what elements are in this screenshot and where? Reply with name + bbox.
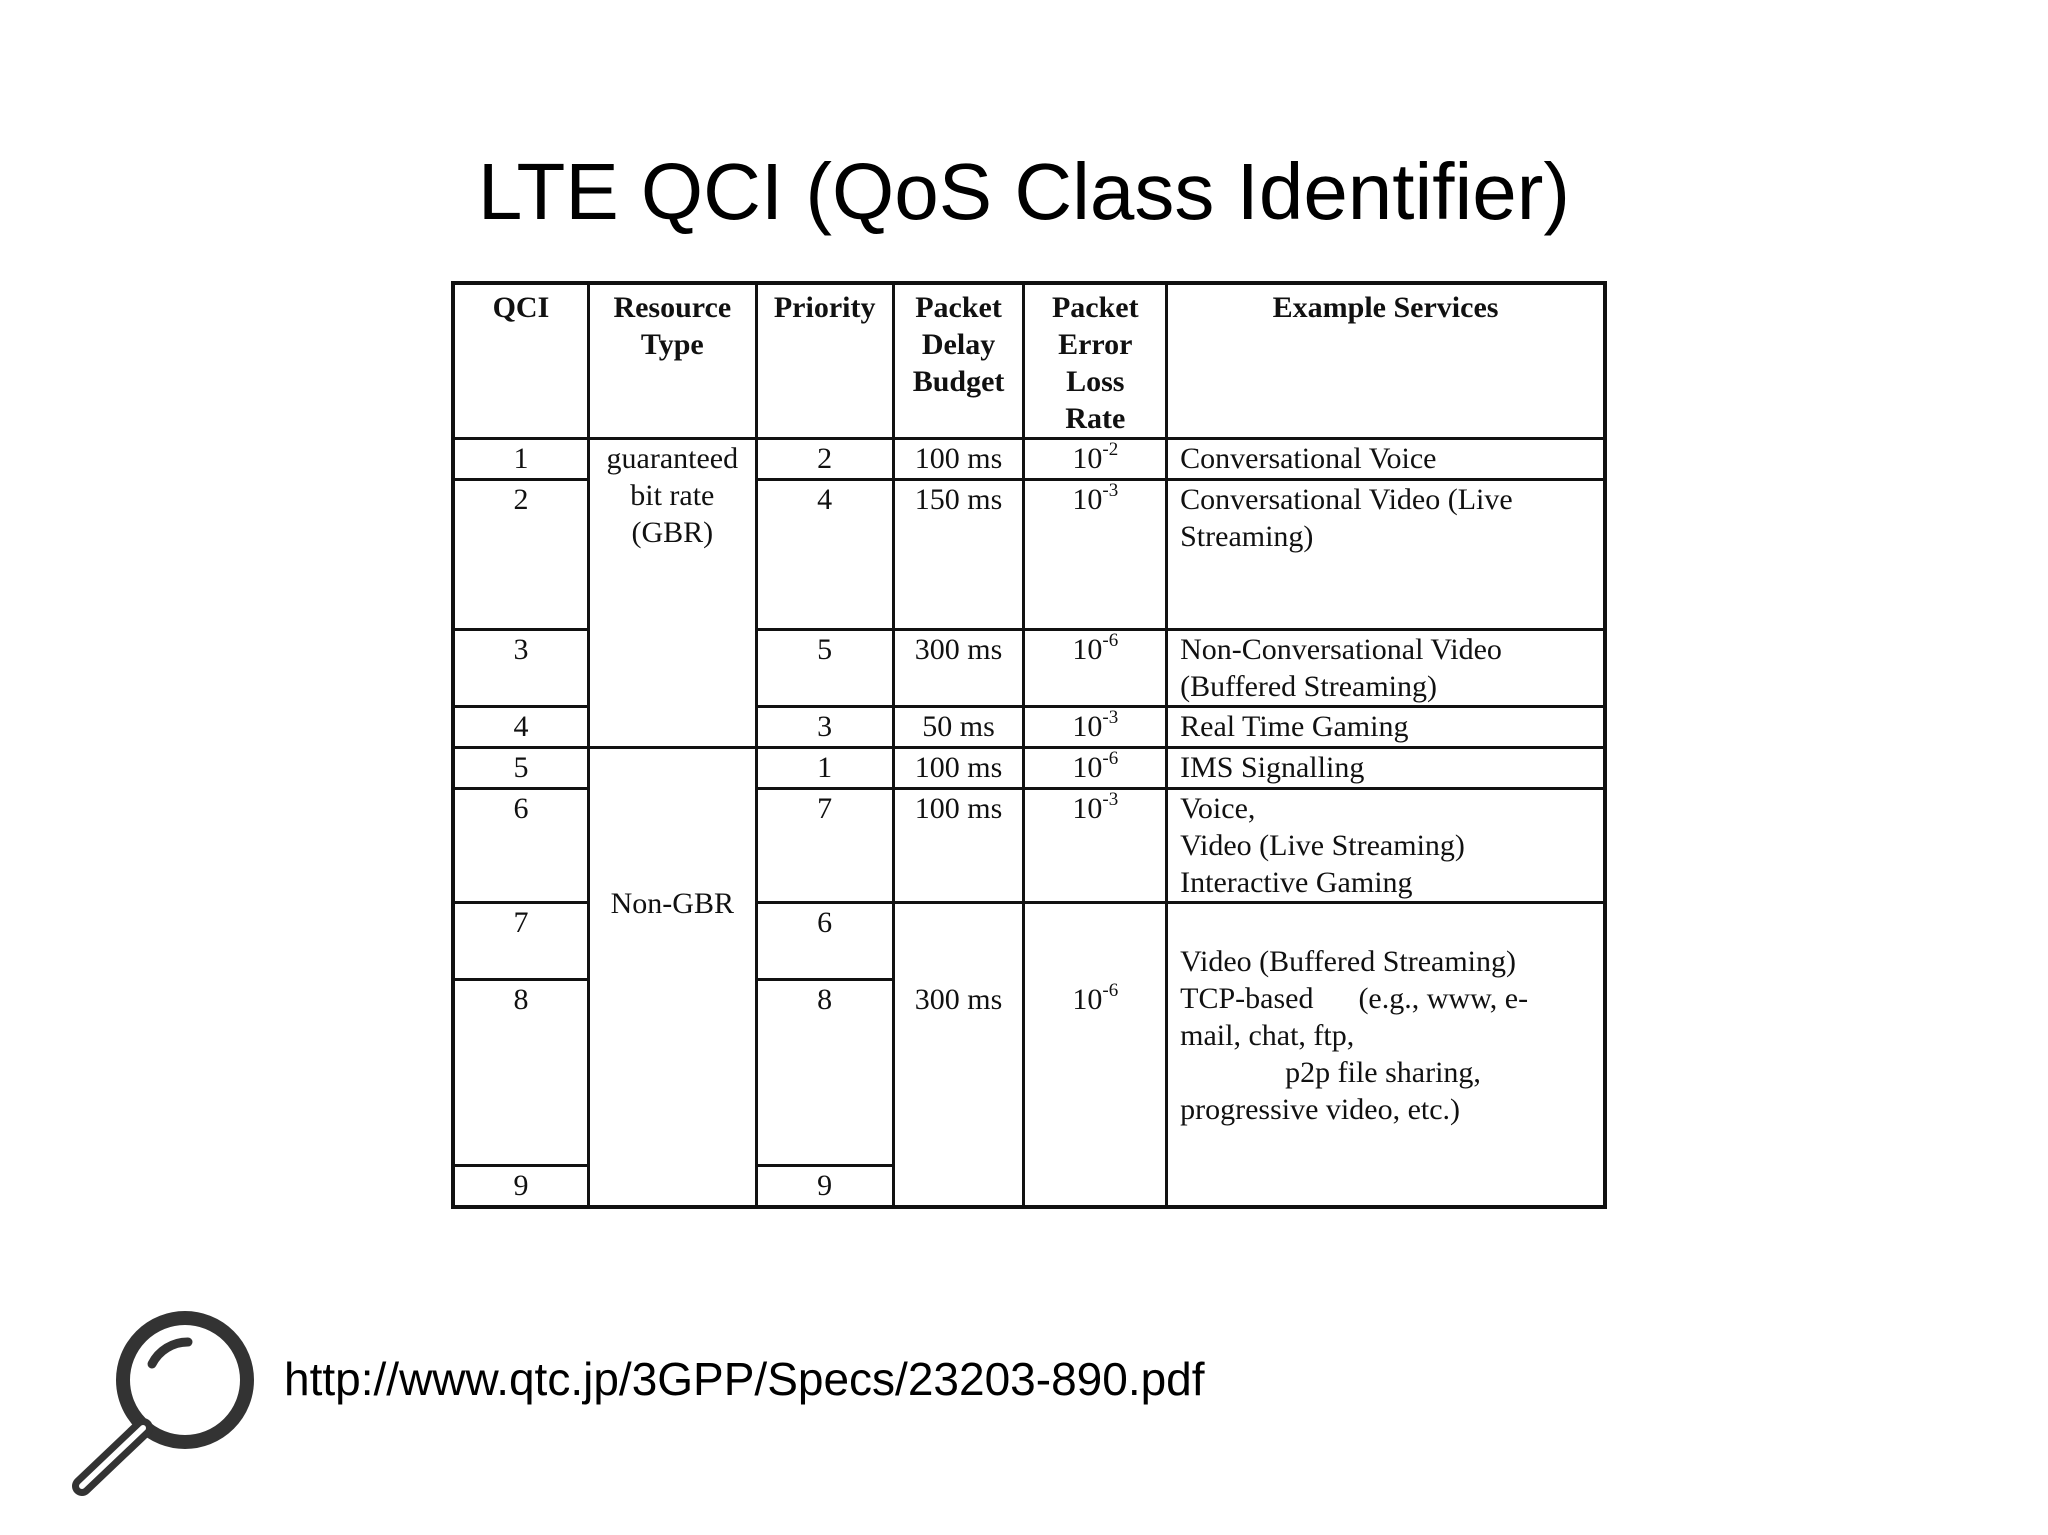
loss-rate-cell: [1024, 480, 1167, 630]
delay-cell: 300 ms: [893, 630, 1024, 707]
priority-cell: 8: [756, 980, 893, 1166]
qci-cell: 3: [453, 630, 588, 707]
service-line: progressive video, etc.): [1180, 1093, 1461, 1126]
table-row: [453, 439, 1605, 480]
services-cell: [1167, 789, 1605, 903]
header-packet-error-loss-rate: Packet Error Loss Rate: [1024, 283, 1167, 439]
service-line: Video (Live Streaming): [1180, 829, 1465, 862]
header-priority: Priority: [756, 283, 893, 439]
service-line: Voice,: [1180, 792, 1256, 825]
qci-table: [451, 281, 1607, 1209]
loss-rate-exponent: -3: [1102, 789, 1119, 810]
delay-cell: 150 ms: [893, 480, 1024, 630]
qci-cell: 2: [453, 480, 588, 630]
priority-cell: 1: [756, 748, 893, 789]
services-cell: [1167, 439, 1605, 480]
service-line: Real Time Gaming: [1180, 710, 1409, 743]
services-cell: [1167, 480, 1605, 630]
priority-cell: 2: [756, 439, 893, 480]
qci-cell: 9: [453, 1166, 588, 1207]
service-line: Non-Conversational Video: [1180, 633, 1502, 666]
header-example-services: Example Services: [1167, 283, 1605, 439]
loss-rate-cell: [1024, 630, 1167, 707]
delay-cell: 100 ms: [893, 748, 1024, 789]
loss-rate-cell: [1024, 748, 1167, 789]
service-line: Interactive Gaming: [1180, 866, 1413, 899]
service-line: Conversational Voice: [1180, 442, 1437, 475]
qci-cell: 4: [453, 707, 588, 748]
header-packet-delay-budget: Packet Delay Budget: [893, 283, 1024, 439]
priority-cell: 7: [756, 789, 893, 903]
loss-rate-exponent: -2: [1102, 439, 1119, 460]
loss-rate-exponent: -6: [1102, 748, 1119, 769]
services-cell: [1167, 748, 1605, 789]
loss-rate-exponent: -6: [1102, 980, 1119, 1001]
table-header-row: [453, 283, 1605, 439]
qci-cell: 1: [453, 439, 588, 480]
loss-rate-cell: [1024, 789, 1167, 903]
loss-rate-base: 10: [1072, 710, 1103, 743]
loss-rate-base: 10: [1072, 633, 1103, 666]
loss-rate-cell: [1024, 439, 1167, 480]
service-line: Streaming): [1180, 520, 1314, 553]
service-line: Video (Buffered Streaming): [1180, 945, 1516, 978]
priority-cell: 4: [756, 480, 893, 630]
loss-rate-base: 10: [1072, 751, 1103, 784]
qci-cell: 8: [453, 980, 588, 1166]
service-line: mail, chat, ftp,: [1180, 1019, 1355, 1052]
service-line: TCP-based (e.g., www, e-: [1180, 982, 1529, 1015]
loss-rate-cell: [1024, 903, 1167, 1207]
services-cell: [1167, 707, 1605, 748]
service-line: Conversational Video (Live: [1180, 483, 1513, 516]
loss-rate-base: 10: [1072, 792, 1103, 825]
priority-cell: 6: [756, 903, 893, 980]
magnifier-icon: [70, 1300, 260, 1500]
source-link[interactable]: http://www.qtc.jp/3GPP/Specs/23203-890.pdf: [284, 1353, 1205, 1405]
priority-cell: 9: [756, 1166, 893, 1207]
priority-cell: 5: [756, 630, 893, 707]
delay-cell: 50 ms: [893, 707, 1024, 748]
header-qci: QCI: [453, 283, 588, 439]
qci-cell: 7: [453, 903, 588, 980]
service-line: IMS Signalling: [1180, 751, 1365, 784]
services-cell: [1167, 630, 1605, 707]
delay-cell: 100 ms: [893, 439, 1024, 480]
service-line: (Buffered Streaming): [1180, 670, 1437, 703]
loss-rate-base: 10: [1072, 442, 1103, 475]
loss-rate-exponent: -6: [1102, 630, 1119, 651]
service-line: p2p file sharing,: [1180, 1056, 1481, 1089]
delay-cell: 300 ms: [893, 903, 1024, 1207]
loss-rate-cell: [1024, 707, 1167, 748]
services-cell: [1167, 903, 1605, 1207]
loss-rate-exponent: -3: [1102, 707, 1119, 728]
qci-cell: 5: [453, 748, 588, 789]
priority-cell: 3: [756, 707, 893, 748]
resource-type-gbr: [588, 439, 756, 748]
page-title: LTE QCI (QoS Class Identifier): [477, 147, 1571, 236]
resource-type-label: Non-GBR: [610, 887, 734, 920]
loss-rate-exponent: -3: [1102, 480, 1119, 501]
header-resource-type: Resource Type: [588, 283, 756, 439]
table-row: [453, 748, 1605, 789]
resource-type-non-gbr: [588, 748, 756, 1207]
qci-cell: 6: [453, 789, 588, 903]
loss-rate-base: 10: [1072, 983, 1103, 1016]
loss-rate-base: 10: [1072, 483, 1103, 516]
resource-type-label: guaranteed bit rate (GBR): [606, 442, 739, 549]
delay-cell: 100 ms: [893, 789, 1024, 903]
